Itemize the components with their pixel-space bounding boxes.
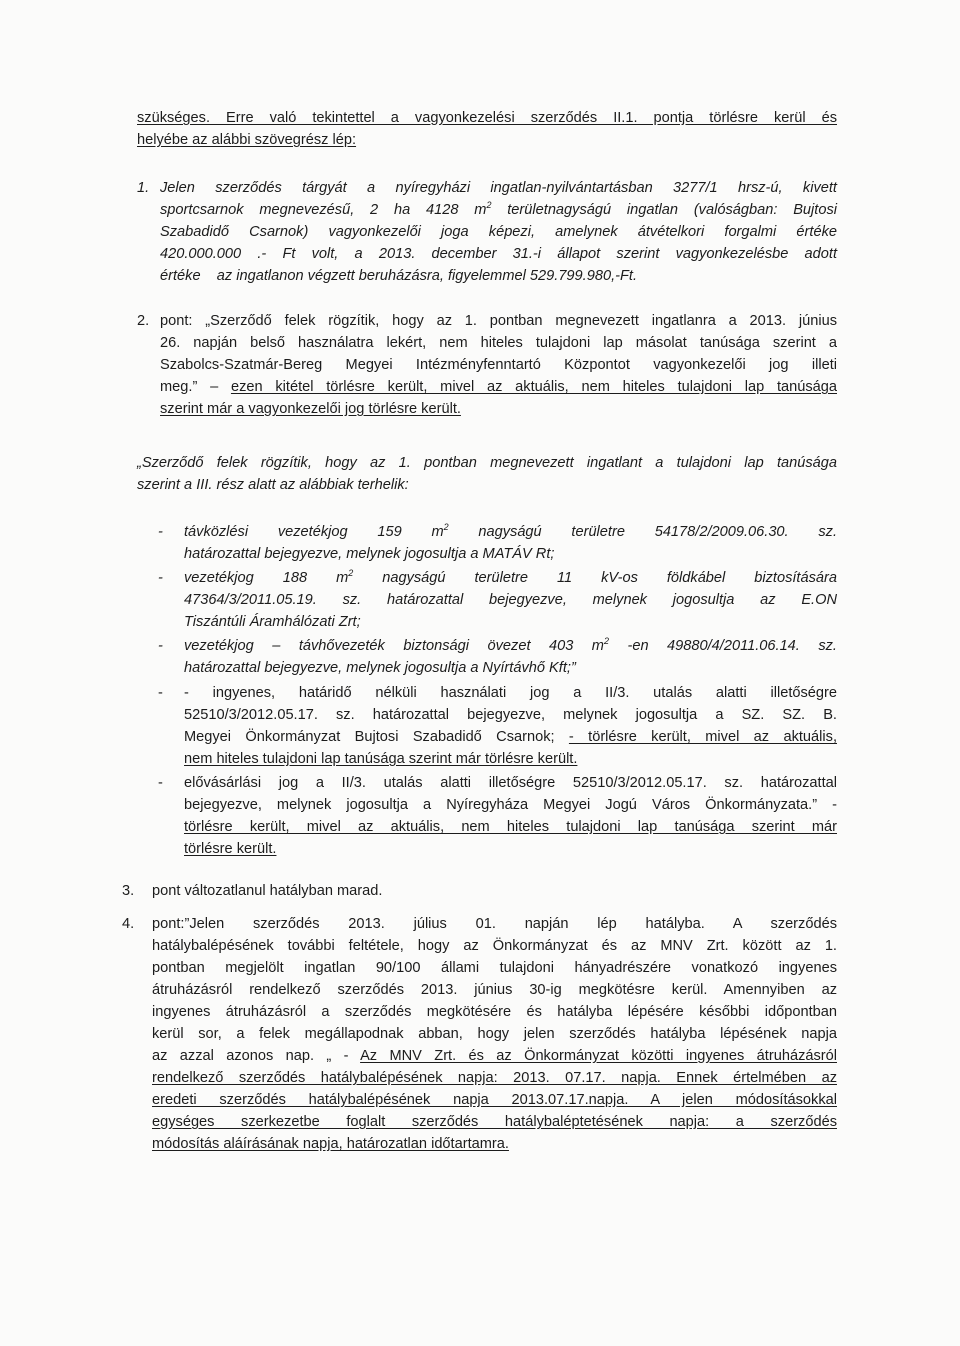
enc-2-line-1: [184, 568, 837, 590]
enc-2-sup: 2: [348, 568, 354, 578]
enc-4-line-3-text: [184, 727, 837, 749]
quote-line-1-text: „Szerződő felek rögzítik, hogy az 1. pontban megnevezett ingatlant a tulajdoni lap tanúsága: [137, 455, 837, 471]
item-4-line-8: [152, 1068, 837, 1090]
item-4-line-9: [152, 1090, 837, 1112]
enc-2-line-3: Tiszántúli Áramhálózati Zrt;: [184, 614, 361, 630]
enc-3-l1b: -en 49880/4/2011.06.14. sz.: [608, 638, 837, 654]
intro-line-1: [137, 108, 837, 130]
item-4-line-9-text: eredeti szerződés hatálybalépésének napja 2013.07.17.napja. A jelen módosításokkal: [152, 1092, 837, 1108]
item-1-line-4: [160, 244, 837, 266]
enc-5-line-1: [184, 773, 837, 795]
item-4-line-1-text: pont:”Jelen szerződés 2013. július 01. napján lép hatályba. A szerződés: [152, 916, 837, 932]
enc-4-line-1-text: - ingyenes, határidő nélküli használati jog a II/3. utalás alatti illetőségre: [184, 685, 837, 701]
item-2-line-3-text: Szabolcs-Szatmár-Bereg Megyei Intézményfenntartó Központot vagyonkezelői jog illeti: [160, 357, 837, 373]
enc-1-dash: -: [158, 524, 163, 540]
item-4-line-4: [152, 980, 837, 1002]
item-4-number: 4.: [122, 916, 135, 932]
item-1-area-text: sportcsarnok megnevezésű, 2 ha 4128 m: [160, 202, 487, 218]
quote-line-1: [137, 453, 837, 475]
item-4-line-5-text: ingyenes átruházásról a szerződés megkötésére és hatályba lépésére későbbi időpontban: [152, 1004, 837, 1020]
item-4-line-1: [152, 914, 837, 936]
item-1-line-3: [160, 222, 837, 244]
enc-4-line-2-text: 52510/3/2012.05.17. sz. határozattal bejegyezve, melynek jogosultja a SZ. SZ. B.: [184, 707, 837, 723]
enc-3-line-2: határozattal bejegyezve, melynek jogosultja a Nyírtávhő Kft;”: [184, 660, 576, 676]
item-1-line-2: [160, 200, 837, 222]
item-4-line-4-text: átruházásról rendelkező szerződés 2013. június 30-ig megkötésre kerül. Amennyiben az: [152, 982, 837, 998]
item-1-line-1: [160, 178, 837, 200]
enc-4-line-1: [184, 683, 837, 705]
item-4-line-5: [152, 1002, 837, 1024]
item-2-line-1: [160, 311, 837, 333]
item-1-number: 1.: [137, 180, 150, 196]
enc-5-line-3: [184, 817, 837, 839]
item-1-line-2-tail: területnagyságú ingatlan (valóságban: Bujtosi: [491, 202, 837, 218]
enc-4-line-2: [184, 705, 837, 727]
enc-1-sup: 2: [443, 522, 449, 532]
enc-2-line-2: [184, 590, 837, 612]
enc-4-l3a: Megyei Önkormányzat Bujtosi Szabadidő Csarnok;: [184, 729, 569, 745]
enc-1-l1a: távközlési vezetékjog 159 m: [184, 524, 444, 540]
enc-5-line-2: [184, 795, 837, 817]
item-2-line-4: [160, 377, 837, 399]
item-1-line-2-text: [160, 200, 837, 222]
item-3-text: pont változatlanul hatályban marad.: [152, 883, 383, 899]
item-2-line-2: [160, 333, 837, 355]
item-2-deleted-note: ezen kitétel törlésre került, mivel az aktuális, nem hiteles tulajdoni lap tanúsága: [230, 379, 837, 395]
item-2-line-5: szerint már a vagyonkezelői jog törlésre került.: [160, 401, 461, 417]
item-4-line-3-text: pontban megjelölt ingatlan 90/100 állami tulajdoni hányadrészére vonatkozó ingyenes: [152, 960, 837, 976]
enc-4-line-3: [184, 727, 837, 749]
enc-1-line-1-text: [184, 522, 837, 544]
item-2-line-4-text: [160, 377, 837, 399]
item-4-line-3: [152, 958, 837, 980]
enc-3-l1a: vezetékjog – távhővezeték biztonsági övezet 403 m: [184, 638, 604, 654]
enc-2-l1a: vezetékjog 188 m: [184, 570, 349, 586]
enc-3-line-1: [184, 636, 837, 658]
enc-5-line-4: törlésre került.: [184, 841, 277, 857]
enc-4-l3b: - törlésre került, mivel az aktuális,: [568, 729, 837, 745]
item-4-line-7-a: az azzal azonos nap. „ -: [152, 1048, 361, 1064]
enc-2-line-2-text: 47364/3/2011.05.19. sz. határozattal bejegyezve, melynek jogosultja az E.ON: [184, 592, 837, 608]
item-4-line-10-text: egységes szerkezetbe foglalt szerződés hatálybaléptetésének napja: a szerződés: [152, 1114, 837, 1130]
item-4-line-6: [152, 1024, 837, 1046]
enc-1-l1b: nagyságú területre 54178/2/2009.06.30. sz.: [448, 524, 837, 540]
item-4-line-2: [152, 936, 837, 958]
enc-5-line-3-text: törlésre került, mivel az aktuális, nem hiteles tulajdoni lap tanúsága szerint már: [184, 819, 837, 835]
enc-2-dash: -: [158, 570, 163, 586]
item-1-line-5: értéke az ingatlanon végzett beruházásra, figyelemmel 529.799.980,-Ft.: [160, 268, 638, 284]
enc-2-l1b: nagyságú területre 11 kV-os földkábel biztosítására: [353, 570, 837, 586]
intro-line-1-text: szükséges. Erre való tekintettel a vagyonkezelési szerződés II.1. pontja törlésre kerül és: [137, 110, 837, 126]
enc-3-line-1-text: [184, 636, 837, 658]
enc-5-line-1-text: elővásárlási jog a II/3. utalás alatti illetőségre 52510/3/2012.05.17. sz. határozattal: [184, 775, 837, 791]
item-4-line-7-text: [152, 1046, 837, 1068]
item-1-line-1-text: Jelen szerződés tárgyát a nyíregyházi ingatlan-nyilvántartásban 3277/1 hrsz-ú, kivett: [160, 180, 837, 196]
enc-1-line-2: határozattal bejegyezve, melynek jogosultja a MATÁV Rt;: [184, 546, 555, 562]
item-3-number: 3.: [122, 883, 135, 899]
intro-line-2: helyébe az alábbi szövegrész lép:: [137, 132, 357, 148]
item-1-line-4-text: 420.000.000 .- Ft volt, a 2013. december 31.-i állapot szerint vagyonkezelésbe adott: [160, 246, 837, 262]
quote-line-2: szerint a III. rész alatt az alábbiak terhelik:: [137, 477, 409, 493]
item-4-line-10: [152, 1112, 837, 1134]
enc-1-line-1: [184, 522, 837, 544]
enc-2-line-1-text: [184, 568, 837, 590]
item-4-line-11: módosítás aláírásának napja, határozatlan időtartamra.: [152, 1136, 509, 1152]
enc-4-line-4: nem hiteles tulajdoni lap tanúsága szerint már törlésre került.: [184, 751, 578, 767]
item-4-line-6-text: kerül sor, a felek megállapodnak abban, hogy jelen szerződés hatályba lépésének napja: [152, 1026, 837, 1042]
item-1-sup: 2: [486, 200, 492, 210]
enc-3-dash: -: [158, 638, 163, 654]
enc-3-sup: 2: [603, 636, 609, 646]
item-2-meg-text: meg.” –: [160, 379, 231, 395]
item-2-number: 2.: [137, 313, 150, 329]
item-4-line-7: [152, 1046, 837, 1068]
item-4-line-7-b: Az MNV Zrt. és az Önkormányzat közötti ingyenes átruházásról: [360, 1048, 837, 1064]
item-2-line-3: [160, 355, 837, 377]
enc-5-dash: -: [158, 775, 163, 791]
item-2-line-2-text: 26. napján belső használatra lekért, nem hiteles tulajdoni lap másolat tanúsága szerint a: [160, 335, 837, 351]
item-1-line-3-text: Szabadidő Csarnok) vagyonkezelői joga képezi, amelynek átvételkori forgalmi értéke: [160, 224, 837, 240]
item-2-line-1-text: pont: „Szerződő felek rögzítik, hogy az 1. pontban megnevezett ingatlanra a 2013. június: [160, 313, 837, 329]
item-4-line-2-text: hatálybalépésének további feltétele, hogy az Önkormányzat és az MNV Zrt. között az 1.: [152, 938, 837, 954]
enc-4-dash: -: [158, 685, 163, 701]
enc-5-line-2-text: bejegyezve, melynek jogosultja a Nyíregyháza Megyei Jogú Város Önkormányzata.” -: [184, 797, 837, 813]
item-4-line-8-text: rendelkező szerződés hatálybalépésének napja: 2013. 07.17. napja. Ennek értelmében az: [152, 1070, 837, 1086]
